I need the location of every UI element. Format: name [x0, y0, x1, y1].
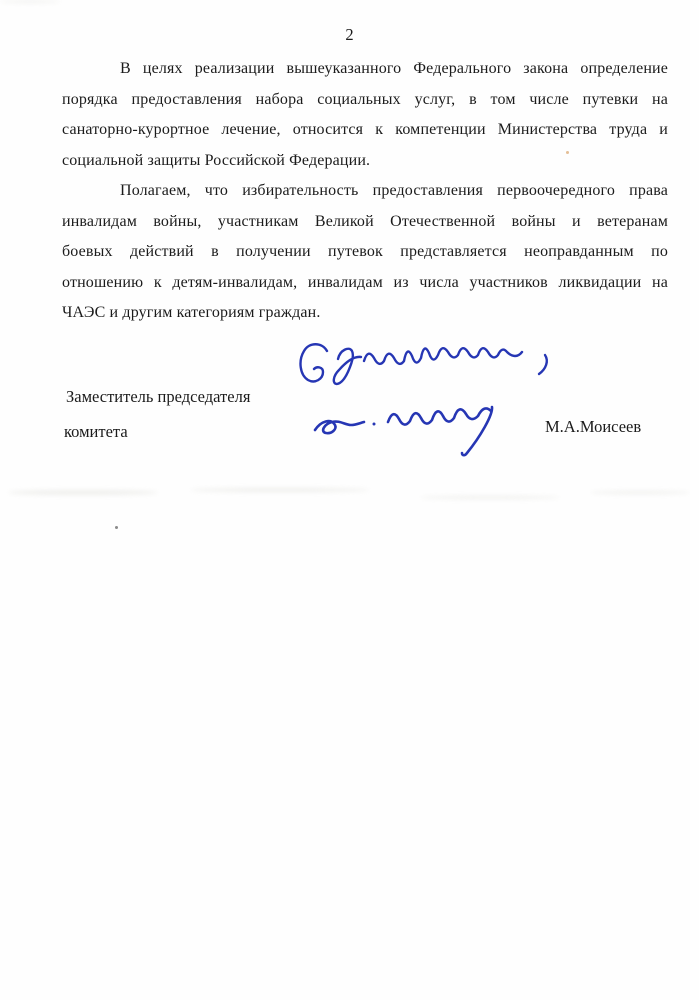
scan-smudge: [590, 491, 690, 494]
scan-smudge: [0, 0, 60, 3]
paragraph1-line: порядка предоставления набора социальных услуг, в том числе путевки на: [62, 90, 668, 108]
scan-smudge: [420, 496, 560, 499]
paragraph1-line: социальной защиты Российской Федерации.: [62, 151, 371, 169]
signatory-title-line1: Заместитель председателя: [66, 387, 251, 406]
page-number: 2: [345, 25, 354, 44]
scan-smudge: [8, 490, 158, 495]
paragraph2-line: боевых действий в получении путевок представляется неоправданным по: [62, 243, 668, 260]
letter-body: [62, 54, 668, 329]
paragraph2-line: Полагаем, что избирательность предоставления первоочередного права: [120, 182, 668, 199]
signatory-name: М.А.Моисеев: [545, 417, 642, 436]
paragraph2-line: ЧАЭС и другим категориям граждан.: [62, 304, 321, 321]
paragraph1-line: санаторно-курортное лечение, относится к компетенции Министерства труда и: [62, 121, 668, 138]
scan-speck: [566, 151, 569, 154]
scan-speck: [115, 526, 118, 529]
signature-handwriting-ink: [315, 407, 492, 455]
paragraph2-line: отношению к детям-инвалидам, инвалидам из числа участников ликвидации на: [62, 273, 668, 291]
signatory-title-line2: комитета: [64, 422, 128, 441]
closing-handwriting-ink: [301, 344, 547, 384]
scan-smudge: [190, 488, 370, 492]
paragraph2-line: инвалидам войны, участникам Великой Отечественной войны и ветеранам: [62, 212, 668, 230]
paragraph1-line: В целях реализации вышеуказанного Федерального закона определение: [120, 60, 668, 77]
